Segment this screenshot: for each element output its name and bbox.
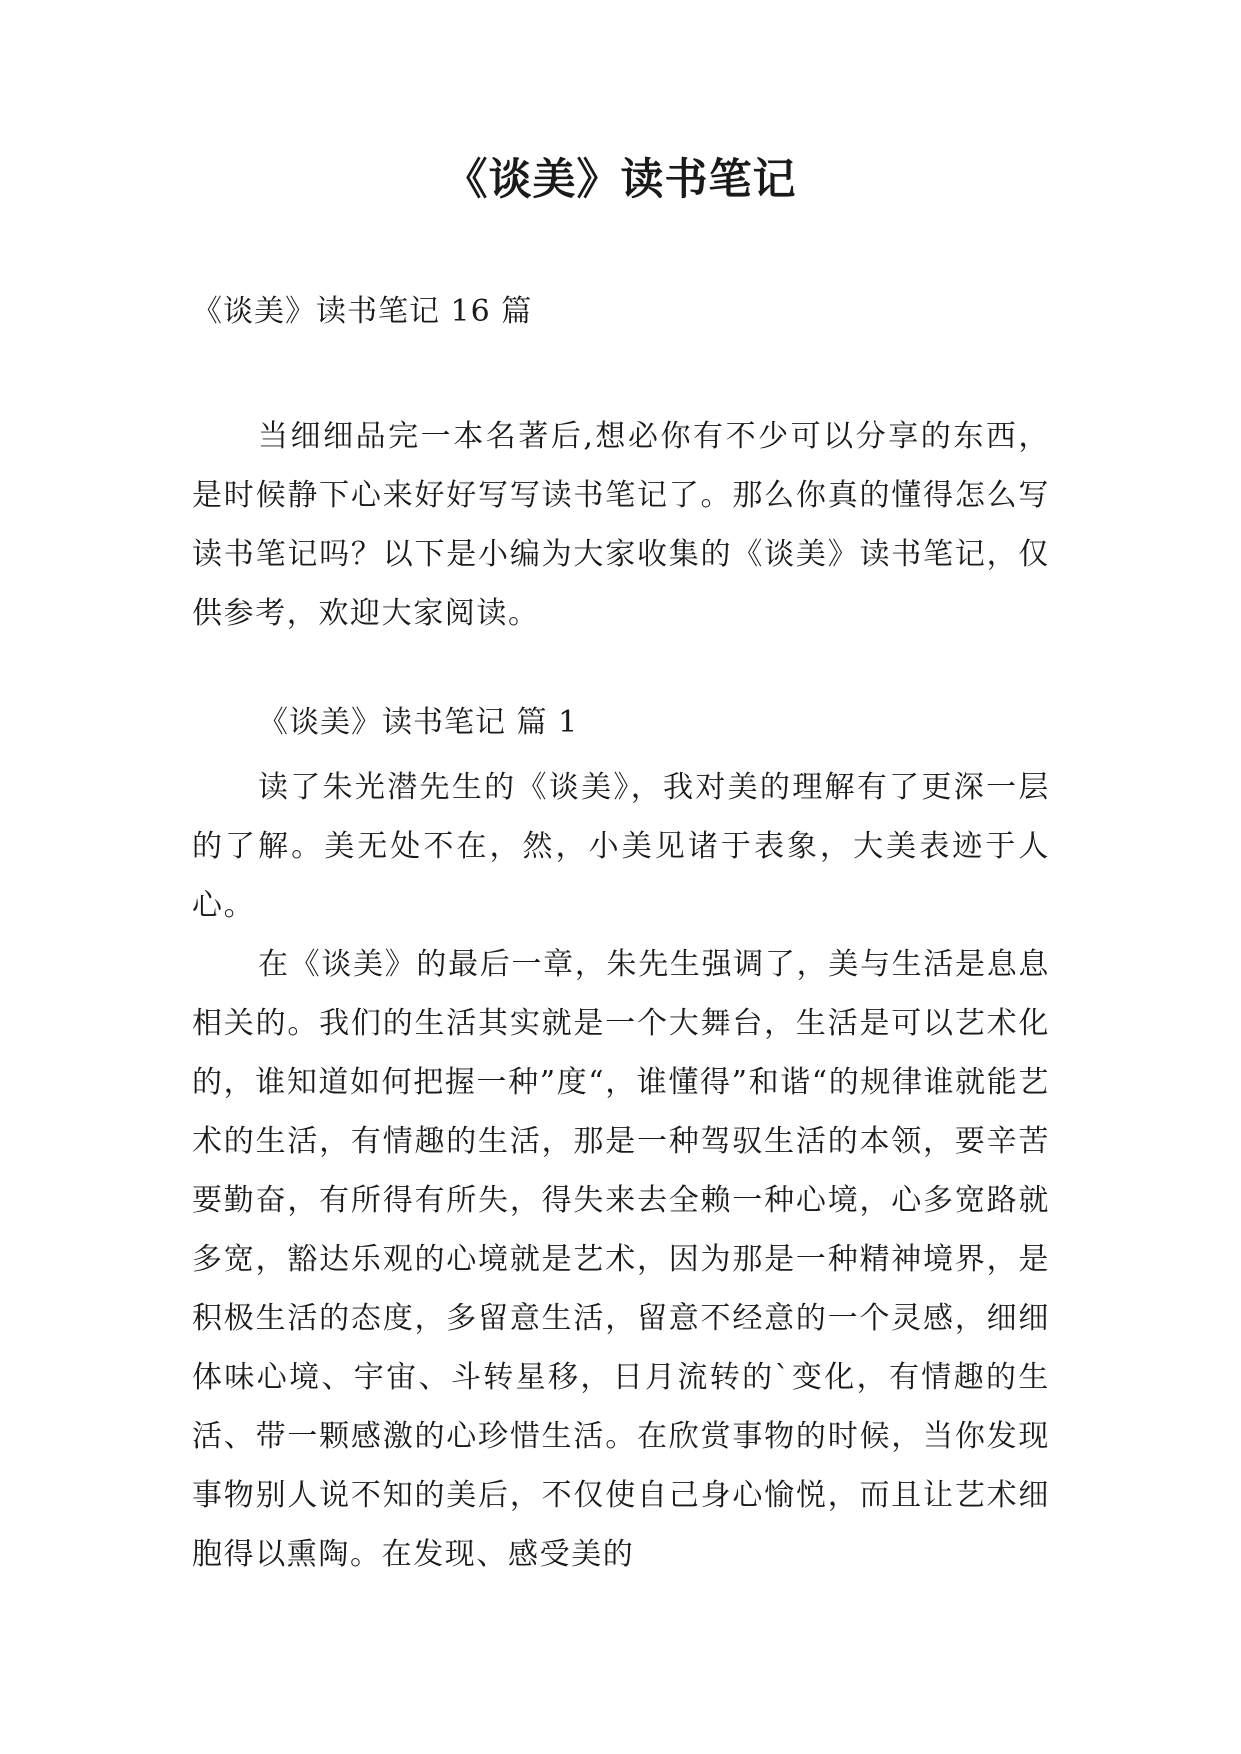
document-subtitle: 《谈美》读书笔记 16 篇 bbox=[192, 294, 533, 329]
page-title: 《谈美》读书笔记 bbox=[444, 155, 797, 205]
article-body bbox=[192, 758, 1050, 1584]
section-heading: 《谈美》读书笔记 篇 1 bbox=[258, 705, 579, 740]
body-paragraph: 在《谈美》的最后一章，朱先生强调了，美与生活是息息相关的。我们的生活其实就是一个大舞台，生活是可以艺术化的，谁知道如何把握一种”度“，谁懂得”和谐“的规律谁就能艺术的生活，有情趣的生活，那是一种驾驭生活的本领，要辛苦要勤奋，有所得有所失，得失来去全赖一种心境，心多宽路就多宽，豁达乐观的心境就是艺术，因为那是一种精神境界，是积极生活的态度，多留意生活，留意不经意的一个灵感，细细体味心境、宇宙、斗转星移，日月流转的`变化，有情趣的生活、带一颗感激的心珍惜生活。在欣赏事物的时候，当你发现事物别人说不知的美后，不仅使自己身心愉悦，而且让艺术细胞得以熏陶。在发现、感受美的 bbox=[192, 947, 1050, 1572]
body-paragraph: 读了朱光潜先生的《谈美》，我对美的理解有了更深一层的了解。美无处不在，然，小美见诸于表象，大美表迹于人心。 bbox=[192, 770, 1050, 923]
intro-paragraph: 当细细品完一本名著后,想必你有不少可以分享的东西，是时候静下心来好好写写读书笔记了。那么你真的懂得怎么写读书笔记吗？以下是小编为大家收集的《谈美》读书笔记，仅供参考，欢迎大家阅读。 bbox=[192, 419, 1050, 631]
